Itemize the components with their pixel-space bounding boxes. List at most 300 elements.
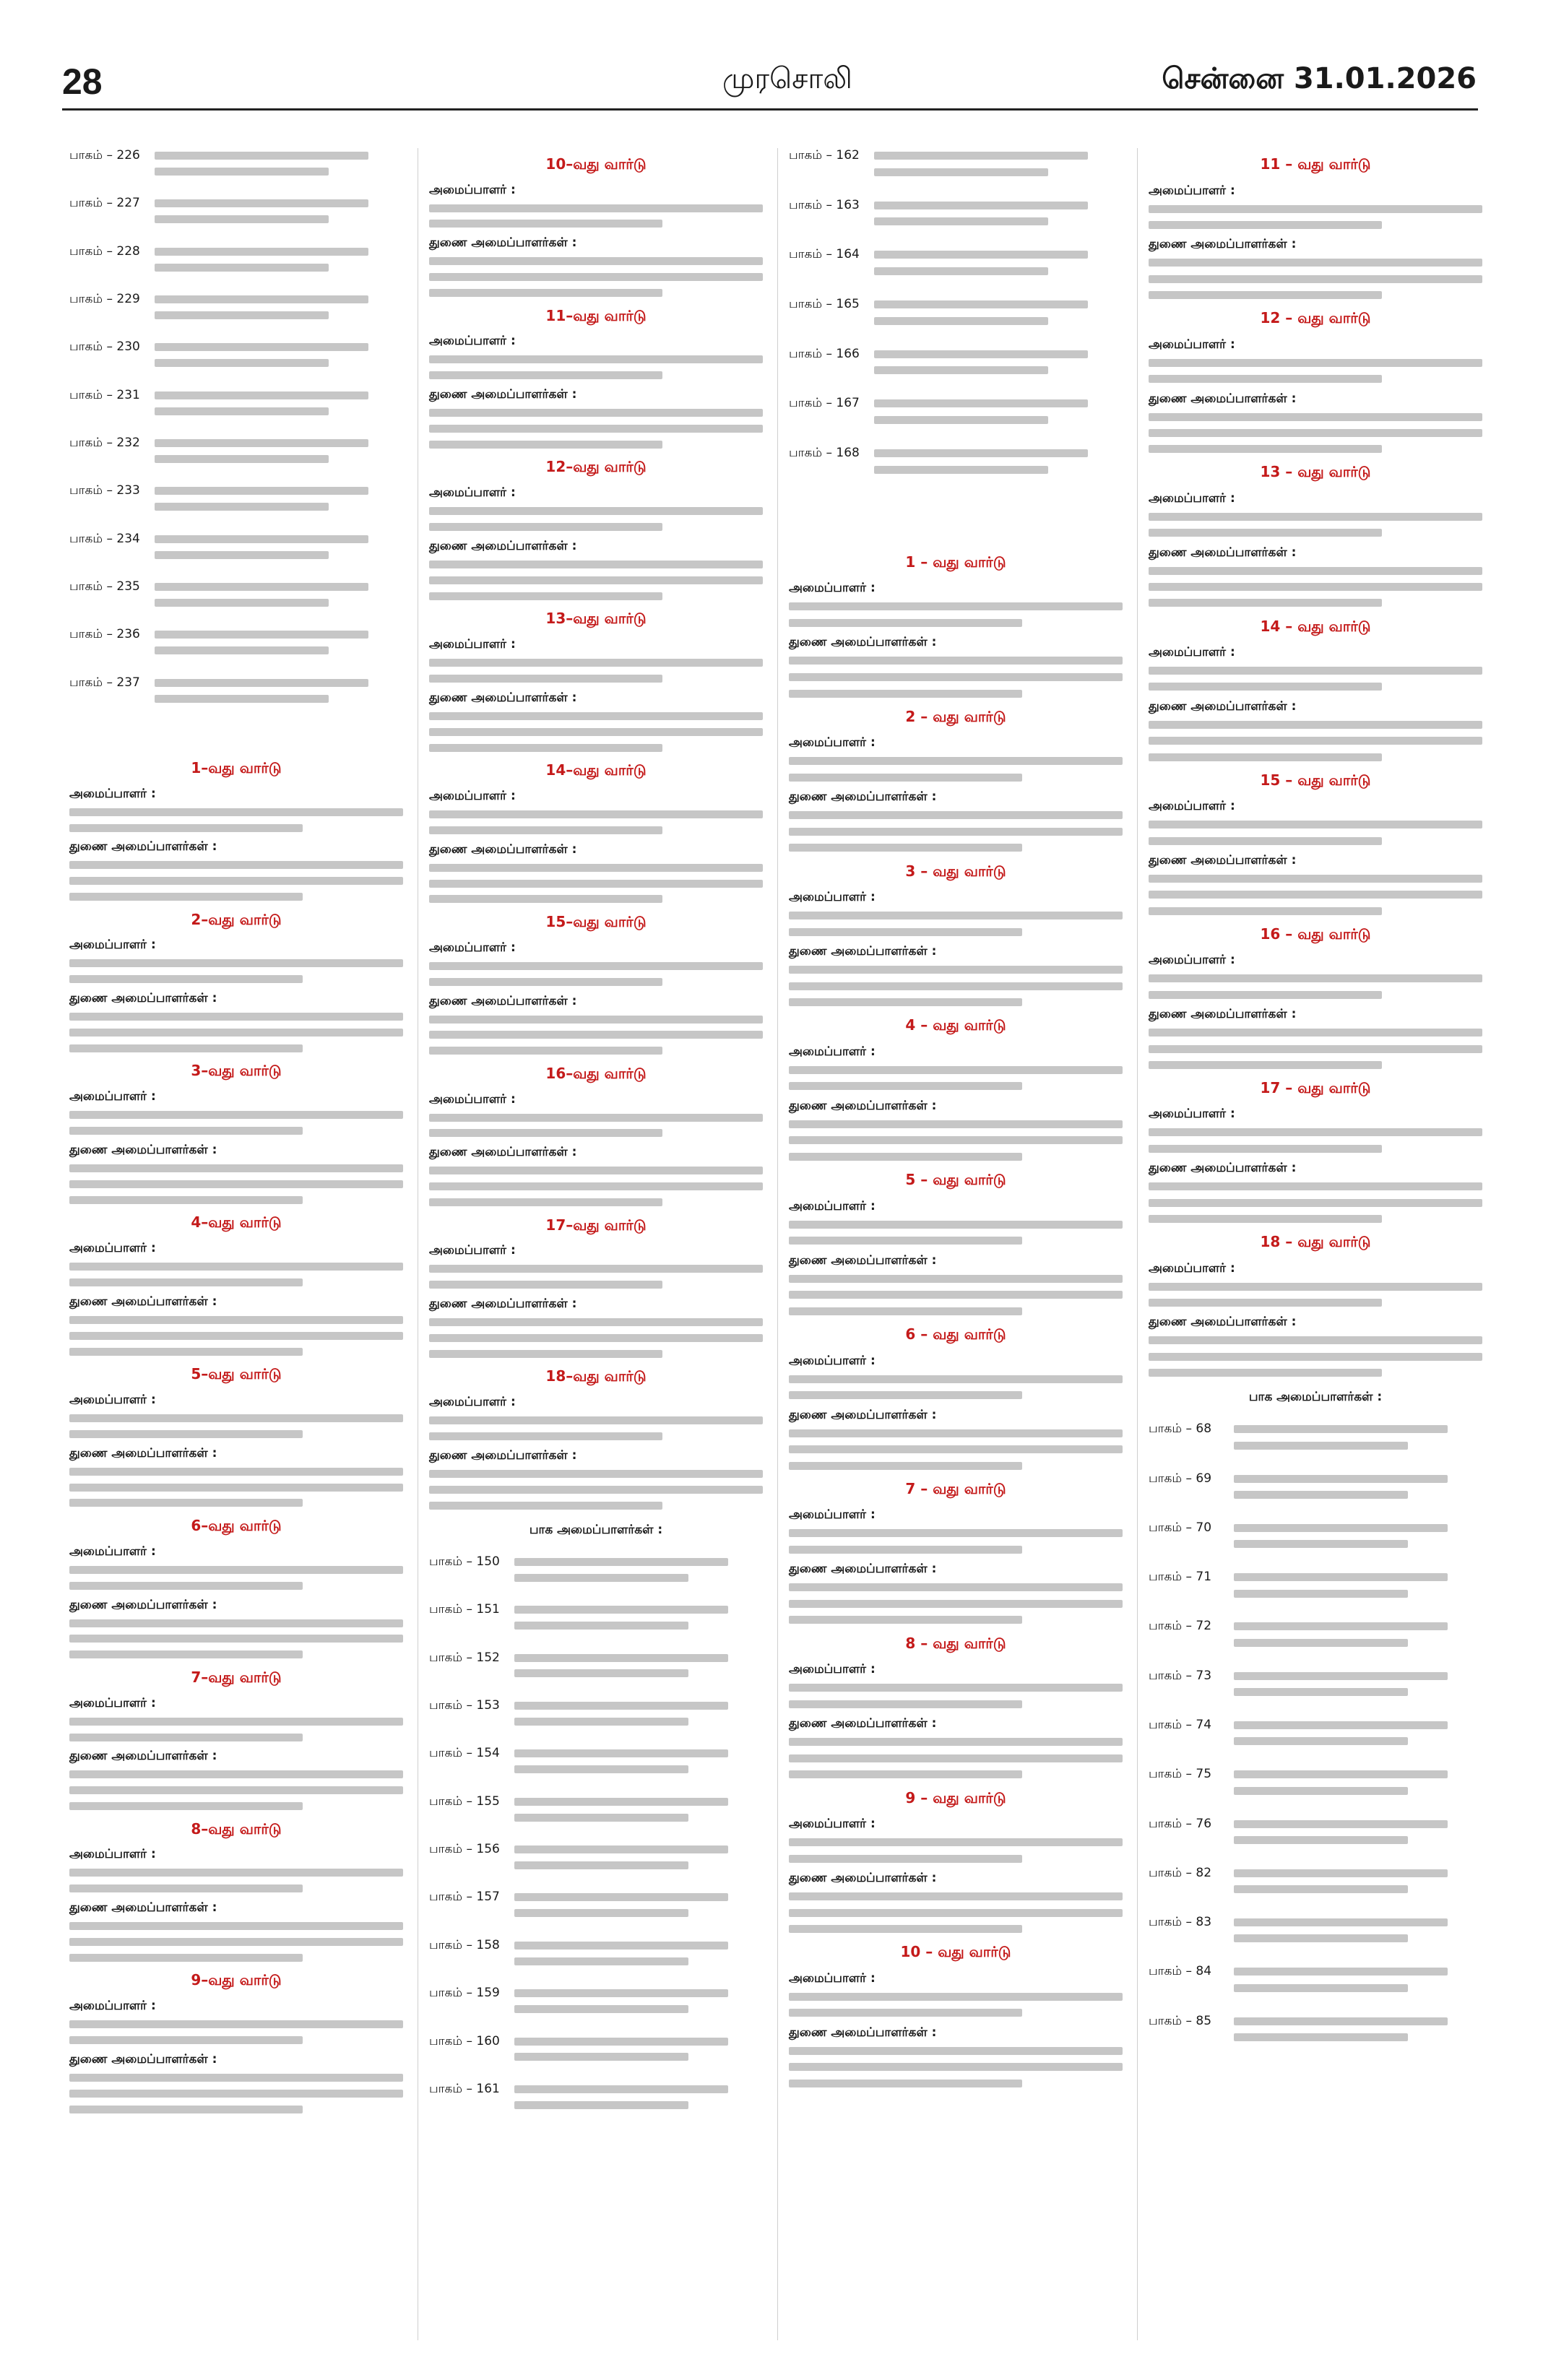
text-line-placeholder [1149,907,1382,915]
text-line-placeholder [1149,583,1482,591]
role-label-amaippalar: அமைப்பாளர் : [69,938,156,953]
role-label-thunai: துணை அமைப்பாளர்கள் : [1149,852,1297,867]
ward-title: 3 – வது வார்டு [905,862,1006,880]
role-label-amaippalar: அமைப்பாளர் : [69,1089,156,1104]
role-label-thunai: துணை அமைப்பாளர்கள் : [789,789,937,805]
text-line-placeholder [789,673,1123,681]
role-label-amaippalar: அமைப்பாளர் : [1149,799,1235,814]
bhagam-text [155,675,403,711]
role-label-amaippalar: அமைப்பாளர் : [1149,183,1235,198]
bhagam-label: பாகம் – 70 [1149,1520,1212,1535]
text-line-placeholder [789,1925,1022,1933]
city-date: சென்னை 31.01.2026 [1162,62,1477,95]
bhagam-text [514,1986,763,2021]
ward-block [429,610,763,751]
text-line-placeholder [1234,1918,1448,1926]
ward-title: 2 – வது வார்டு [905,707,1006,725]
bhagam-row [429,1602,763,1637]
bhagam-row [429,1986,763,2021]
ward-title: 15 – வது வார்டு [1260,771,1371,789]
text-line-placeholder [1234,1820,1448,1828]
text-line-placeholder [789,2047,1123,2055]
text-line-placeholder [514,2053,688,2061]
text-line-placeholder [789,1429,1123,1437]
ward-block [789,553,1123,698]
bhagam-label: பாகம் – 76 [1149,1816,1212,1831]
text-line-placeholder [514,2005,688,2013]
text-line-placeholder [789,1445,1123,1453]
text-line-placeholder [1234,1540,1408,1548]
ward-title: 11 – வது வார்டு [1260,155,1371,173]
role-label-amaippalar: அமைப்பாளர் : [789,1970,876,1986]
ward-title: 6–வது வார்டு [191,1516,282,1534]
bhagam-row [429,1650,763,1686]
text-line-placeholder [874,152,1088,160]
text-line-placeholder [789,1909,1123,1917]
text-line-placeholder [1149,1283,1482,1291]
text-line-placeholder [429,880,763,888]
bhagam-row [1149,1669,1482,1705]
text-line-placeholder [69,1164,403,1172]
role-label-thunai: துணை அமைப்பாளர்கள் : [69,1597,217,1612]
bhagam-label: பாகம் – 166 [789,346,860,361]
ward-block [789,1943,1123,2087]
bhagam-label: பாகம் – 233 [69,483,140,498]
bhagam-label: பாகம் – 72 [1149,1619,1212,1634]
text-line-placeholder [69,1468,403,1476]
ward-title: 4–வது வார்டு [191,1213,282,1232]
text-line-placeholder [789,1066,1123,1074]
text-line-placeholder [514,1606,728,1614]
ward-block [69,1820,403,1962]
ward-title: 18–வது வார்டு [545,1367,647,1385]
bhagam-row [1149,1619,1482,1655]
text-line-placeholder [514,1702,728,1710]
bhagam-row [429,1794,763,1830]
text-line-placeholder [514,1957,688,1965]
bhagam-text [874,297,1123,333]
text-line-placeholder [514,1814,688,1822]
text-line-placeholder [429,371,662,379]
text-line-placeholder [1149,529,1382,537]
role-label-amaippalar: அமைப்பாளர் : [789,735,876,750]
bhagam-text [1234,1817,1482,1853]
text-line-placeholder [874,466,1048,474]
bhagam-row [789,297,1123,333]
text-line-placeholder [69,893,303,901]
text-line-placeholder [874,449,1088,457]
text-line-placeholder [155,215,329,223]
bhagam-row [69,148,403,183]
text-line-placeholder [155,487,368,495]
ward-title: 8–வது வார்டு [191,1819,282,1838]
text-line-placeholder [429,409,763,417]
text-line-placeholder [789,1237,1022,1245]
text-line-placeholder [69,1180,403,1188]
role-label-amaippalar: அமைப்பாளர் : [69,1544,156,1559]
text-line-placeholder [1234,1968,1448,1976]
text-line-placeholder [789,1855,1022,1863]
role-label-thunai: துணை அமைப்பாளர்கள் : [1149,698,1297,714]
role-label-amaippalar: அமைப்பாளர் : [69,1695,156,1710]
role-label-thunai: துணை அமைப்பாளர்கள் : [1149,545,1297,560]
bhagam-label: பாகம் – 152 [429,1650,500,1665]
bhagam-label: பாகம் – 162 [789,148,860,163]
text-line-placeholder [789,2009,1022,2017]
ward-title: 8 – வது வார்டு [905,1634,1006,1652]
role-label-amaippalar: அமைப்பாளர் : [789,581,876,596]
text-line-placeholder [789,998,1022,1006]
bhagam-row [69,196,403,231]
bhagam-label: பாகம் – 151 [429,1602,500,1617]
ward-title: 9 – வது வார்டு [905,1788,1006,1806]
bhagam-label: பாகம் – 68 [1149,1421,1212,1437]
text-line-placeholder [1234,1984,1408,1992]
role-label-amaippalar: அமைப்பாளர் : [1149,337,1235,352]
bhagam-text [1234,1421,1482,1458]
bhagam-row [69,388,403,423]
text-line-placeholder [429,895,662,903]
text-line-placeholder [1149,275,1482,283]
text-line-placeholder [514,1942,728,1950]
ward-block [429,1367,763,1509]
role-label-thunai: துணை அமைப்பாளர்கள் : [1149,1315,1297,1330]
text-line-placeholder [789,1993,1123,2001]
text-line-placeholder [1234,1590,1408,1598]
text-line-placeholder [789,1082,1022,1090]
text-line-placeholder [789,982,1123,990]
text-line-placeholder [1234,2033,1408,2041]
text-line-placeholder [69,1922,403,1930]
bhagam-text [514,2034,763,2069]
text-line-placeholder [1149,683,1382,691]
bhagam-label: பாகம் – 83 [1149,1915,1212,1930]
text-line-placeholder [155,695,329,703]
text-line-placeholder [789,1583,1123,1591]
text-line-placeholder [789,2063,1123,2071]
ward-block [1149,1233,1482,1377]
bhagam-label: பாகம் – 164 [789,247,860,262]
ward-title: 4 – வது வார்டு [905,1016,1006,1034]
text-line-placeholder [1149,837,1382,845]
text-line-placeholder [69,1127,303,1135]
ward-block [789,862,1123,1007]
bhagam-label: பாகம் – 73 [1149,1668,1212,1683]
text-line-placeholder [155,407,329,415]
text-line-placeholder [429,864,763,872]
text-line-placeholder [1234,1885,1408,1893]
bhagam-row [1149,1915,1482,1951]
role-label-thunai: துணை அமைப்பாளர்கள் : [429,235,577,251]
text-line-placeholder [429,441,662,449]
ward-block [789,708,1123,852]
text-line-placeholder [789,912,1123,919]
bhagam-label: பாகம் – 160 [429,2033,500,2048]
text-line-placeholder [789,928,1022,936]
bhagam-row [69,244,403,280]
ward-title: 16–வது வார்டு [545,1064,647,1082]
bhagam-row [789,396,1123,432]
text-line-placeholder [1234,1573,1448,1581]
text-line-placeholder [429,962,763,970]
bhagam-row [429,1938,763,1973]
text-line-placeholder [1149,1369,1382,1377]
bhagam-text [155,292,403,327]
bhagam-text [874,446,1123,482]
role-label-thunai: துணை அமைப்பாளர்கள் : [789,1407,937,1422]
ward-block [69,1365,403,1507]
bhagam-text [155,483,403,519]
text-line-placeholder [429,1281,662,1289]
text-line-placeholder [69,808,403,816]
bhagam-label: பாகம் – 69 [1149,1471,1212,1486]
text-line-placeholder [69,1111,403,1119]
role-label-thunai: துணை அமைப்பாளர்கள் : [789,2025,937,2040]
text-line-placeholder [69,1484,403,1492]
role-label-amaippalar: அமைப்பாளர் : [429,334,516,349]
text-line-placeholder [1149,359,1482,367]
text-line-placeholder [1149,1299,1382,1307]
ward-title: 5–வது வார்டு [191,1365,282,1383]
text-line-placeholder [874,366,1048,374]
text-line-placeholder [429,1265,763,1273]
ward-block [1149,771,1482,915]
masthead-rule [62,108,1478,111]
ward-title: 18 – வது வார்டு [1260,1233,1371,1251]
text-line-placeholder [514,1909,688,1917]
text-line-placeholder [429,592,662,600]
bhagam-text [514,1938,763,1973]
spacer [789,496,1123,546]
bhagam-text [1234,1964,1482,2000]
text-line-placeholder [69,877,403,885]
role-label-amaippalar: அமைப்பாளர் : [1149,490,1235,506]
text-line-placeholder [789,844,1022,852]
bhagam-row [789,446,1123,482]
bhagam-text [155,579,403,615]
text-line-placeholder [789,619,1022,627]
role-label-amaippalar: அமைப்பாளர் : [69,1241,156,1256]
text-line-placeholder [429,507,763,515]
text-line-placeholder [789,1136,1123,1144]
role-label-amaippalar: அமைப்பாளர் : [69,1392,156,1407]
role-label-amaippalar: அமைப்பாளர் : [429,637,516,652]
text-line-placeholder [514,1574,688,1582]
bhagam-text [514,1794,763,1830]
text-line-placeholder [789,1221,1123,1229]
bhagam-text [1234,2014,1482,2050]
text-line-placeholder [429,1114,763,1122]
text-line-placeholder [429,1416,763,1424]
text-line-placeholder [69,1770,403,1778]
text-line-placeholder [1149,413,1482,421]
text-line-placeholder [155,455,329,463]
ward-block [69,1669,403,1810]
bhagam-label: பாகம் – 163 [789,197,860,212]
text-line-placeholder [1149,1182,1482,1190]
text-line-placeholder [155,599,329,607]
bhagam-label: பாகம் – 84 [1149,1964,1212,1979]
text-line-placeholder [1234,1787,1408,1795]
text-line-placeholder [69,2074,403,2082]
ward-block [1149,309,1482,453]
role-label-amaippalar: அமைப்பாளர் : [429,485,516,501]
text-line-placeholder [429,978,662,986]
bhagam-row [69,579,403,615]
role-label-amaippalar: அமைப்பாளர் : [429,1395,516,1410]
ward-title: 6 – வது வார்டு [905,1325,1006,1343]
role-label-amaippalar: அமைப்பாளர் : [69,1847,156,1862]
text-line-placeholder [874,267,1048,275]
role-label-thunai: துணை அமைப்பாளர்கள் : [69,1294,217,1309]
ward-title: 17 – வது வார்டு [1260,1079,1371,1097]
bhagam-text [1234,1669,1482,1705]
column-1 [69,148,403,2340]
bhaga-amaippalargal-header: பாக அமைப்பாளர்கள் : [1248,1390,1383,1405]
role-label-amaippalar: அமைப்பாளர் : [789,1662,876,1677]
text-line-placeholder [789,1770,1022,1778]
text-line-placeholder [429,1432,662,1440]
text-line-placeholder [1149,205,1482,213]
text-line-placeholder [155,359,329,367]
text-line-placeholder [1149,599,1382,607]
text-line-placeholder [1149,1199,1482,1207]
text-line-placeholder [789,1391,1022,1399]
bhagam-text [155,148,403,183]
text-line-placeholder [789,1529,1123,1537]
ward-title: 13 – வது வார்டு [1260,463,1371,481]
bhagam-label: பாகம் – 165 [789,297,860,312]
text-line-placeholder [789,1546,1022,1554]
bhagam-row [1149,1570,1482,1606]
role-label-amaippalar: அமைப்பாளர் : [789,1044,876,1059]
text-line-placeholder [1234,1622,1448,1630]
text-line-placeholder [789,1120,1123,1128]
text-line-placeholder [429,712,763,720]
text-line-placeholder [69,1566,403,1574]
bhagam-label: பாகம் – 154 [429,1746,500,1761]
text-line-placeholder [1149,1045,1482,1053]
role-label-thunai: துணை அமைப்பாளர்கள் : [429,690,577,705]
text-line-placeholder [69,1499,303,1507]
role-label-thunai: துணை அமைப்பாளர்கள் : [69,1445,217,1461]
bhagam-label: பாகம் – 153 [429,1697,500,1713]
text-line-placeholder [1149,974,1482,982]
bhagam-label: பாகம் – 161 [429,2081,500,2096]
role-label-amaippalar: அமைப்பாளர் : [789,890,876,905]
bhagam-text [155,532,403,567]
text-line-placeholder [155,199,368,207]
ward-title: 15–வது வார்டு [545,912,647,930]
text-line-placeholder [1234,1869,1448,1877]
role-label-amaippalar: அமைப்பாளர் : [789,1353,876,1368]
ward-title: 7 – வது வார்டு [905,1479,1006,1497]
text-line-placeholder [429,1198,662,1206]
column-divider [1137,148,1138,2340]
bhagam-row [429,1698,763,1734]
bhagam-text [514,1746,763,1781]
bhagam-row [69,483,403,519]
text-line-placeholder [789,1616,1022,1624]
text-line-placeholder [155,503,329,511]
bhagam-row [789,198,1123,234]
ward-block [429,913,763,1055]
ward-title: 13–வது வார்டு [545,610,647,628]
text-line-placeholder [514,1622,688,1630]
text-line-placeholder [514,1669,688,1677]
ward-block [69,911,403,1052]
text-line-placeholder [1234,1721,1448,1729]
bhagam-text [514,1890,763,1925]
ward-block [789,1325,1123,1470]
bhagam-label: பாகம் – 156 [429,1842,500,1857]
text-line-placeholder [429,1318,763,1326]
text-line-placeholder [429,257,763,265]
text-line-placeholder [155,583,368,591]
ward-title: 12 – வது வார்டு [1260,309,1371,327]
bhagam-row [1149,1866,1482,1902]
text-line-placeholder [69,1650,303,1658]
text-line-placeholder [69,1263,403,1271]
bhagam-label: பாகம் – 231 [69,387,140,402]
text-line-placeholder [514,1558,728,1566]
bhagam-text [155,436,403,471]
ward-block [1149,463,1482,607]
text-line-placeholder [1149,1061,1382,1069]
text-line-placeholder [1149,1336,1482,1344]
bhagam-label: பாகம் – 82 [1149,1865,1212,1880]
text-line-placeholder [789,1700,1022,1708]
role-label-amaippalar: அமைப்பாளர் : [1149,953,1235,968]
ward-title: 7–வது வார்டு [191,1668,282,1686]
text-line-placeholder [1149,1353,1482,1361]
role-label-thunai: துணை அமைப்பாளர்கள் : [429,387,577,402]
text-line-placeholder [514,1989,728,1997]
text-line-placeholder [69,1430,303,1438]
bhagam-row [789,347,1123,383]
text-line-placeholder [514,1893,728,1901]
column-divider [777,148,778,2340]
text-line-placeholder [429,1470,763,1478]
text-line-placeholder [155,311,329,319]
text-line-placeholder [69,1954,303,1962]
text-line-placeholder [155,343,368,351]
text-line-placeholder [789,811,1123,819]
text-line-placeholder [1234,1672,1448,1680]
text-line-placeholder [1149,291,1382,299]
column-4 [1149,148,1482,2340]
text-line-placeholder [1149,567,1482,575]
bhagam-label: பாகம் – 230 [69,339,140,355]
text-line-placeholder [1149,259,1482,267]
role-label-amaippalar: அமைப்பாளர் : [69,786,156,801]
ward-title: 3–வது வார்டு [191,1062,282,1080]
text-line-placeholder [1234,1639,1408,1647]
ward-block [1149,618,1482,761]
bhagam-label: பாகம் – 232 [69,436,140,451]
bhagam-text [155,196,403,231]
bhagam-label: பாகம் – 236 [69,627,140,642]
text-line-placeholder [1234,1524,1448,1532]
text-line-placeholder [155,264,329,272]
bhagam-row [429,1890,763,1925]
column-3 [789,148,1123,2340]
role-label-thunai: துணை அமைப்பாளர்கள் : [429,538,577,553]
bhagam-label: பாகம் – 85 [1149,2013,1212,2028]
text-line-placeholder [1149,667,1482,675]
bhagam-label: பாகம் – 228 [69,243,140,259]
text-line-placeholder [874,168,1048,176]
